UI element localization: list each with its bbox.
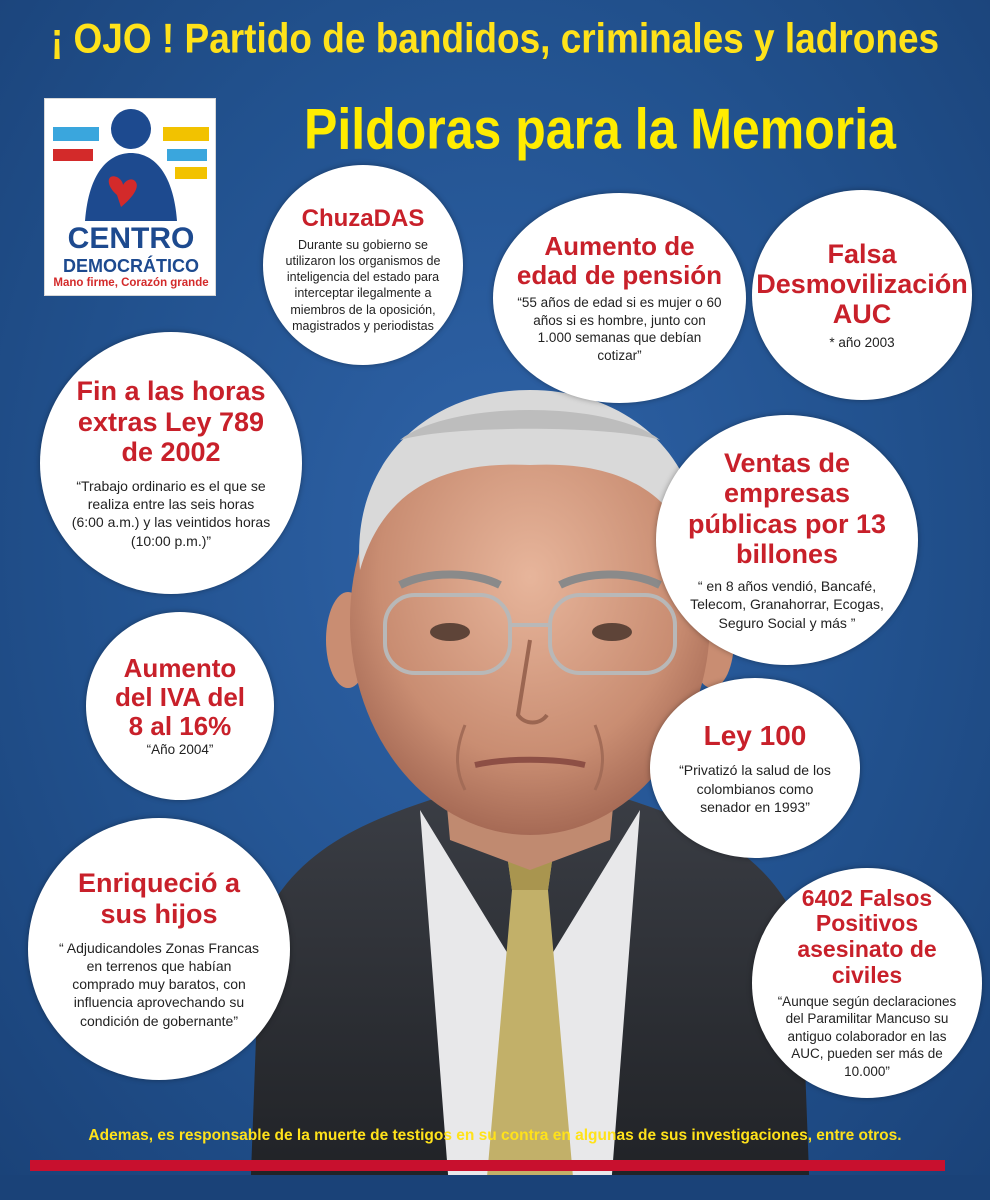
logo-subtitle: DEMOCRÁTICO — [63, 256, 199, 276]
main-title: Pildoras para la Memoria — [304, 96, 896, 162]
bubble-text: “Trabajo ordinario es el que se realiza entre las seis horas (6:00 a.m.) y las veintidos horas (10:00 p.m.)” — [71, 477, 271, 549]
bubble-title: Fin a las horas extras Ley 789 de 2002 — [76, 376, 266, 467]
footer-bar — [30, 1160, 945, 1171]
bubble-text: “ en 8 años vendió, Bancafé, Telecom, Granahorrar, Ecogas, Seguro Social y más ” — [690, 578, 884, 631]
bubble-text: “55 años de edad si es mujer o 60 años si es hombre, junto con 1.000 semanas que debían cotizar” — [517, 295, 722, 363]
bubble-title: Aumento de edad de pensión — [516, 230, 723, 290]
bubble-falsos — [752, 868, 982, 1098]
logo-title: CENTRO — [67, 222, 195, 255]
bubble-ley100 — [650, 678, 860, 858]
logo-slogan: Mano firme, Corazón grande — [53, 277, 209, 289]
bubble-title: Ley 100 — [703, 720, 807, 752]
bubble-text: * año 2003 — [829, 334, 895, 350]
bubble-chuzadas — [263, 165, 463, 365]
bubble-title: Ventas de empresas públicas por 13 billones — [687, 448, 887, 569]
bubble-text: “Privatizó la salud de los colombianos como senador en 1993” — [679, 762, 831, 815]
bubble-horas — [40, 332, 302, 594]
bubble-text: Durante su gobierno se utilizaron los organismos de inteligencia del estado para interceptar ilegalmente a miembros de la oposición, magistrados y periodistas — [285, 237, 441, 333]
party-logo — [44, 98, 216, 296]
bubble-pension — [493, 193, 746, 403]
footer-text: Ademas, es responsable de la muerte de testigos en su contra en algunas de sus investigaciones, entre otros. — [88, 1127, 902, 1144]
bubble-title: 6402 Falsos Positivos asesinato de civiles — [797, 884, 937, 988]
bubble-title: Enriqueció a sus hijos — [77, 868, 241, 929]
bubble-hijos — [28, 818, 290, 1080]
bubble-title: Falsa Desmovilización AUC — [756, 238, 968, 330]
bubble-auc — [752, 190, 972, 400]
bubble-title: Aumento del IVA del 8 al 16% — [114, 652, 246, 741]
bubble-text: “Aunque según declaraciones del Paramilitar Mancuso su antiguo colaborador en las AUC, pueden ser más de 10.000” — [777, 993, 957, 1079]
bubble-iva — [86, 612, 274, 800]
top-banner: ¡ OJO ! Partido de bandidos, criminales y ladrones — [50, 15, 940, 62]
bubble-text: “Año 2004” — [146, 741, 214, 757]
bubble-title: ChuzaDAS — [301, 204, 425, 232]
bubble-ventas — [656, 415, 918, 665]
bottom-strip — [0, 1175, 990, 1200]
bubble-text: “ Adjudicandoles Zonas Francas en terrenos que habían comprado muy baratos, con influencia aprovechando su condición de gobernante” — [59, 939, 259, 1029]
logo-figure-icon — [45, 99, 217, 229]
